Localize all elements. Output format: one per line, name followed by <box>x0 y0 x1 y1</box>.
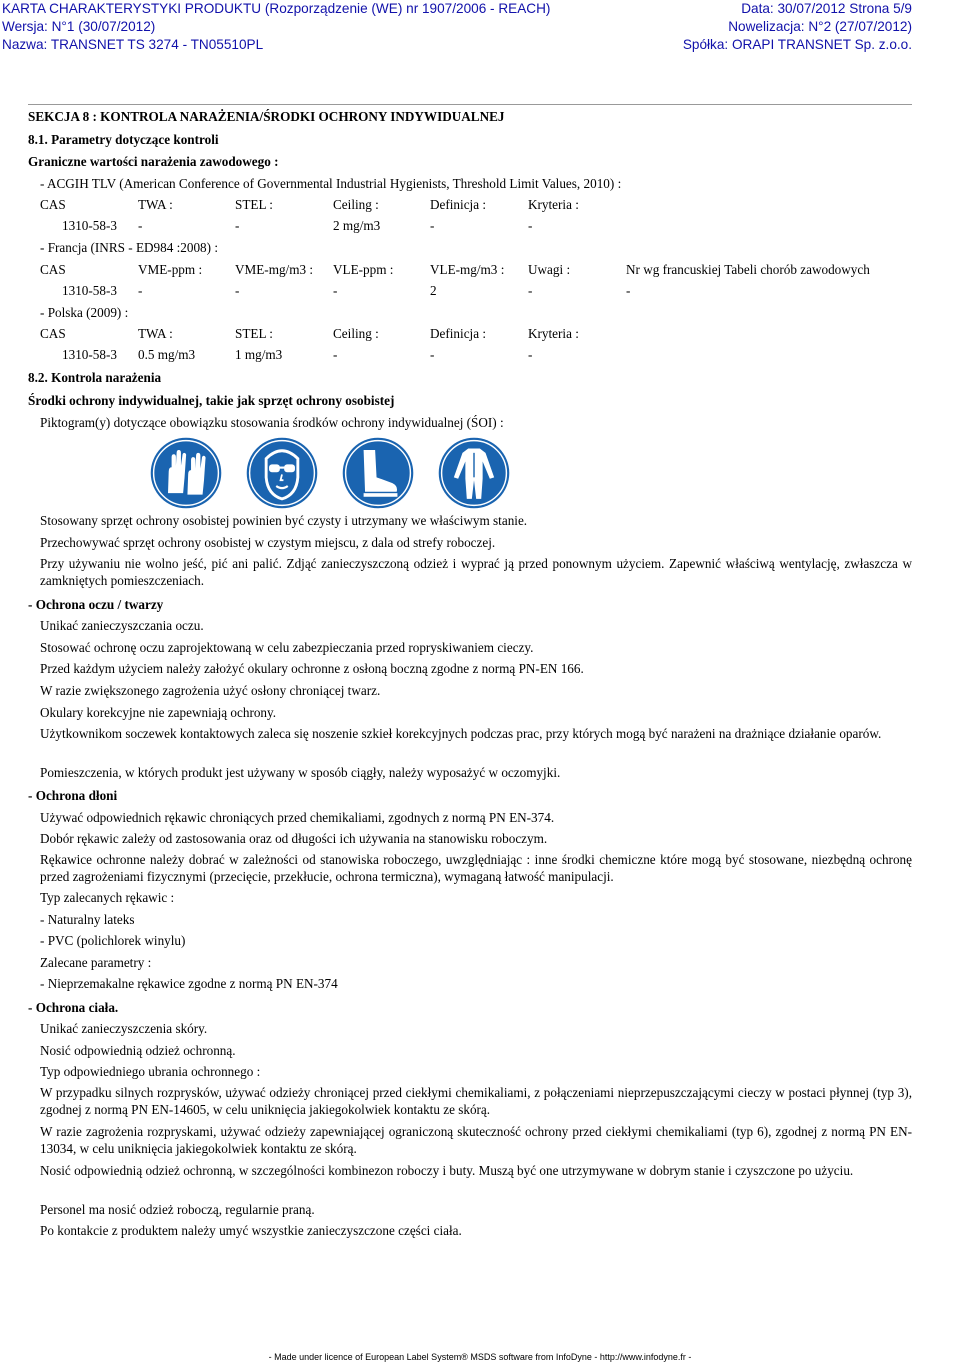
hands-7: Zalecane parametry : <box>40 955 152 970</box>
eyes-6: Użytkownikom soczewek kontaktowych zaleca się noszenie szkieł korekcyjnych podczas prac, przy których mogą być narażeni na drażniące działanie oparów. <box>40 726 882 741</box>
table-cell: - <box>528 347 533 362</box>
table-header: TWA : <box>138 197 173 212</box>
table-header: CAS <box>40 262 66 277</box>
table-cell: - <box>626 283 631 298</box>
francja-table <box>40 262 870 304</box>
body-6: Nosić odpowiednią odzież ochronną, w szczególności kombinezon roboczy i buty. Muszą być one utrzymywane w dobrym stanie i czyszczone po użyciu. <box>40 1163 854 1178</box>
body-1: Unikać zanieczyszczenia skóry. <box>40 1021 208 1036</box>
hands-title: - Ochrona dłoni <box>28 788 118 803</box>
body-4: W przypadku silnych rozprysków, używać odzieży chroniącej przed ciekłymi chemikaliami, z połączeniami nieprzepuszczającymi cieczy w postaci płynnej (typ 3), zgodnej z normą PN EN-14605, w celu uniknięcia jakiegokolwiek kontaktu ze skórą. <box>40 1085 912 1117</box>
body-title: - Ochrona ciała. <box>28 1000 119 1015</box>
body-2: Nosić odpowiednią odzież ochronną. <box>40 1043 236 1058</box>
table-cell: 1310-58-3 <box>62 283 117 298</box>
general-3: Przy używaniu nie wolno jeść, pić ani palić. Zdjąć zanieczyszczoną odzież i wyprać ją przed ponownym użyciem. Zapewnić właściwą wentylację, zwłaszcza w zamkniętych pomieszczeniach. <box>40 556 912 588</box>
hands-6: - PVC (polichlorek winylu) <box>40 933 186 948</box>
table-header: Uwagi : <box>528 262 571 277</box>
hands-3: Rękawice ochronne należy dobrać w zależności od stanowiska roboczego, uwzględniając : inne środki chemiczne które mogą być stosowane, niezbędną ochronę przed zagrożeniami fizycznymi (przecięcie, przekłucie, ochrona termiczna), wymaganą łatwość manipulacji. <box>40 852 912 884</box>
polska-heading: - Polska (2009) : <box>40 305 129 320</box>
francja-heading: - Francja (INRS - ED984 :2008) : <box>40 240 218 255</box>
table-header: VLE-ppm : <box>333 262 394 277</box>
revision: Nowelizacja: N°2 (27/07/2012) <box>728 19 912 34</box>
body-5: W razie zagrożenia rozpryskami, używać odzieży zapewniającej ograniczoną skuteczność ochrony przed ciekłymi chemikaliami (typ 6), zgodnej z normą PN EN-13034, w celu uniknięcia jakiegokolwiek kontaktu ze skórą. <box>40 1124 912 1156</box>
page-footer: - Made under licence of European Label System® MSDS software from InfoDyne - http://www.infodyne.fr - <box>268 1352 692 1362</box>
gloves-icon <box>150 437 222 509</box>
table-cell: - <box>430 218 435 233</box>
table-cell: - <box>528 218 533 233</box>
table-header: Kryteria : <box>528 326 579 341</box>
table-header: Ceiling : <box>333 197 379 212</box>
hands-5: - Naturalny lateks <box>40 912 135 927</box>
ppe-title: Środki ochrony indywidualnej, takie jak sprzęt ochrony osobistej <box>28 393 395 408</box>
header-divider <box>28 104 912 105</box>
acgih-heading: - ACGIH TLV (American Conference of Governmental Industrial Hygienists, Threshold Limit Values, 2010) : <box>40 176 622 191</box>
ppe-pictograms <box>150 437 510 509</box>
table-header: Nr wg francuskiej Tabeli chorób zawodowych <box>626 262 870 277</box>
table-header: Kryteria : <box>528 197 579 212</box>
date-page: Data: 30/07/2012 Strona 5/9 <box>741 1 912 16</box>
subsection-8-1: 8.1. Parametry dotyczące kontroli <box>28 132 219 147</box>
body-3: Typ odpowiedniego ubrania ochronnego : <box>40 1064 261 1079</box>
boots-icon <box>342 437 414 509</box>
face-shield-icon <box>246 437 318 509</box>
coverall-icon <box>438 437 510 509</box>
page-header <box>0 0 960 54</box>
body-8: Po kontakcie z produktem należy umyć wszystkie zanieczyszczone części ciała. <box>40 1223 462 1238</box>
eyes-3: Przed każdym użyciem należy założyć okulary ochronne z osłoną boczną zgodne z normą PN-EN 166. <box>40 661 584 676</box>
hands-4: Typ zalecanych rękawic : <box>40 890 175 905</box>
eyes-7: Pomieszczenia, w których produkt jest używany w sposób ciągły, należy wyposażyć w oczomyjki. <box>40 765 561 780</box>
table-cell: 1310-58-3 <box>62 347 117 362</box>
table-header: VME-ppm : <box>138 262 203 277</box>
table-cell: - <box>138 218 143 233</box>
table-header: Definicja : <box>430 326 487 341</box>
body-7: Personel ma nosić odzież roboczą, regularnie praną. <box>40 1202 315 1217</box>
table-cell: - <box>528 283 533 298</box>
hands-1: Używać odpowiednich rękawic chroniących przed chemikaliami, zgodnych z normą PN EN-374. <box>40 810 555 825</box>
eyes-1: Unikać zanieczyszczania oczu. <box>40 618 204 633</box>
general-1: Stosowany sprzęt ochrony osobistej powinien być czysty i utrzymany we właściwym stanie. <box>40 513 528 528</box>
table-cell: - <box>333 283 338 298</box>
version: Wersja: N°1 (30/07/2012) <box>2 19 156 34</box>
table-cell: 2 mg/m3 <box>333 218 381 233</box>
table-cell: - <box>138 283 143 298</box>
subsection-8-2: 8.2. Kontrola narażenia <box>28 370 162 385</box>
table-cell: - <box>235 218 240 233</box>
table-cell: 2 <box>430 283 437 298</box>
table-header: CAS <box>40 326 66 341</box>
general-2: Przechowywać sprzęt ochrony osobistej w czystym miejscu, z dala od strefy roboczej. <box>40 535 496 550</box>
hands-2: Dobór rękawic zależy od zastosowania oraz od długości ich używania na stanowisku roboczym. <box>40 831 548 846</box>
table-cell: 1310-58-3 <box>62 218 117 233</box>
table-cell: - <box>235 283 240 298</box>
table-header: VME-mg/m3 : <box>235 262 314 277</box>
eyes-4: W razie zwiększonego zagrożenia użyć osłony chroniącej twarz. <box>40 683 381 698</box>
hands-8: - Nieprzemakalne rękawice zgodne z normą PN EN-374 <box>40 976 338 991</box>
section-title: SEKCJA 8 : KONTROLA NARAŻENIA/ŚRODKI OCHRONY INDYWIDUALNEJ <box>28 109 505 124</box>
table-cell: 1 mg/m3 <box>235 347 283 362</box>
table-cell: - <box>430 347 435 362</box>
document-title: KARTA CHARAKTERYSTYKI PRODUKTU (Rozporządzenie (WE) nr 1907/2006 - REACH) <box>2 1 551 16</box>
table-cell: 0.5 mg/m3 <box>138 347 196 362</box>
table-header: STEL : <box>235 326 273 341</box>
eyes-5: Okulary korekcyjne nie zapewniają ochrony. <box>40 705 277 720</box>
limits-title: Graniczne wartości narażenia zawodowego : <box>28 154 279 169</box>
eyes-2: Stosować ochronę oczu zaprojektowaną w celu zabezpieczania przed ropryskiwaniem cieczy. <box>40 640 534 655</box>
table-header: CAS <box>40 197 66 212</box>
table-cell: - <box>333 347 338 362</box>
table-header: TWA : <box>138 326 173 341</box>
acgih-table <box>40 197 626 239</box>
table-header: VLE-mg/m3 : <box>430 262 505 277</box>
eyes-title: - Ochrona oczu / twarzy <box>28 597 164 612</box>
polska-table <box>40 326 626 368</box>
pictograms-label: Piktogram(y) dotyczące obowiązku stosowania środków ochrony indywidualnej (ŚOI) : <box>40 415 504 430</box>
table-header: Definicja : <box>430 197 487 212</box>
table-header: Ceiling : <box>333 326 379 341</box>
table-header: STEL : <box>235 197 273 212</box>
company: Spółka: ORAPI TRANSNET Sp. z.o.o. <box>682 37 912 52</box>
product-name: Nazwa: TRANSNET TS 3274 - TN05510PL <box>2 37 264 52</box>
